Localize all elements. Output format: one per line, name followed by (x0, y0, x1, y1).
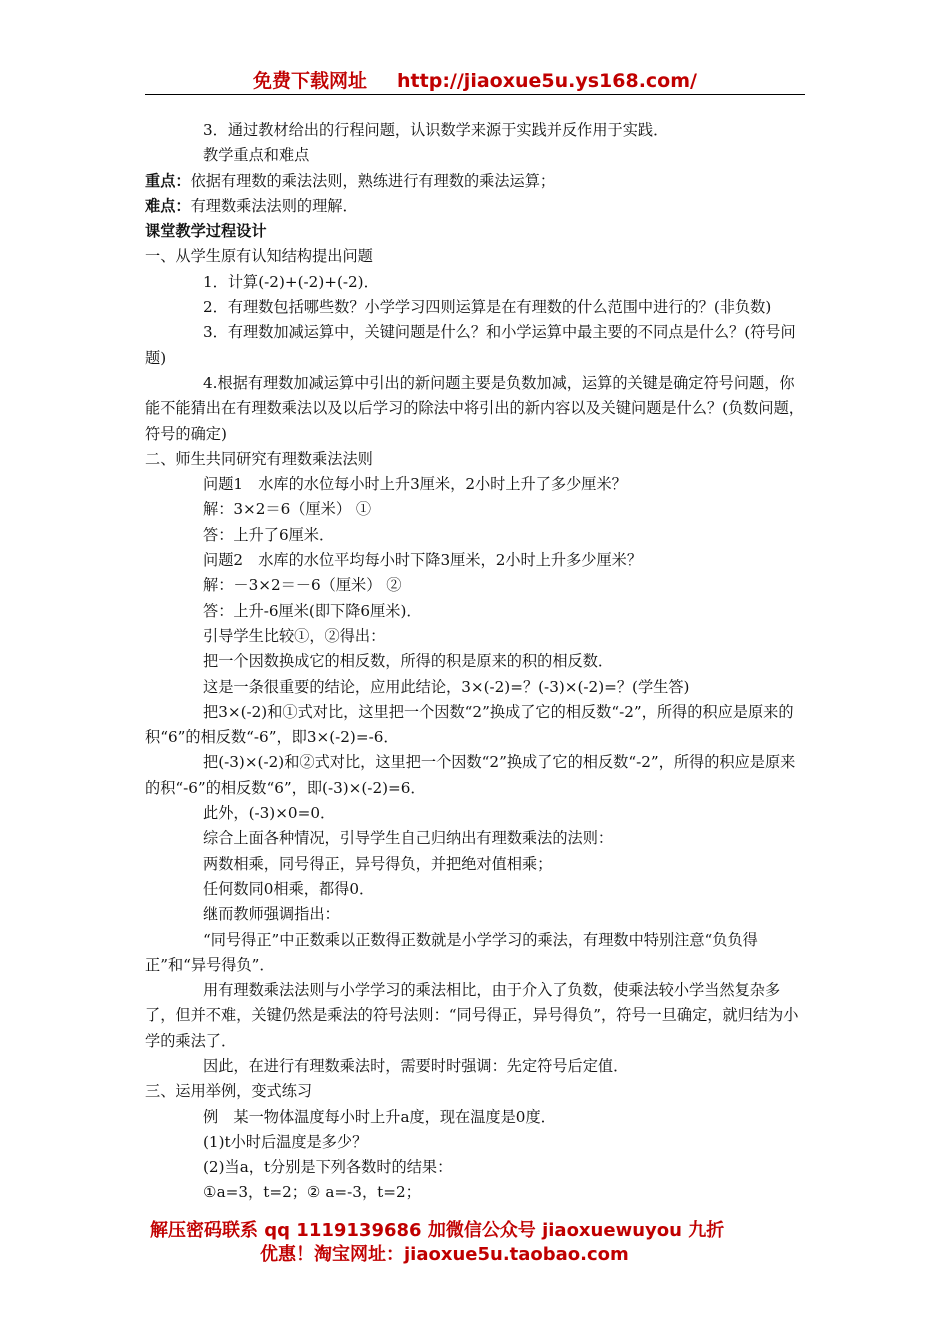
footer-line-2: 优惠！淘宝网址：jiaoxue5u.taobao.com (260, 1244, 629, 1265)
solution-2: 解：－3×2＝－6（厘米） ② (203, 576, 402, 595)
difficult-point (145, 194, 807, 219)
objective-3: 3．通过教材给出的行程问题，认识数学来源于实践并反作用于实践． (203, 121, 669, 139)
example-question-2: (2)当a，t分别是下列各数时的结果： (203, 1158, 453, 1177)
emphasis-1: “同号得正”中正数乘以正数得正数就是小学学习的乘法，有理数中特别注意“负负得正”和“异号得负”． (145, 930, 758, 974)
part-2-heading: 二、师生共同研究有理数乘法法则 (145, 449, 373, 468)
emphasis-2: 用有理数乘法法则与小学学习的乘法相比，由于介入了负数，使乘法较小学当然复杂多了，但并不难，关键仍然是乘法的符号法则：“同号得正，异号得负”，符号一旦确定，就归结为小学的乘法了． (145, 981, 799, 1050)
problem-1: 问题1 水库的水位每小时上升3厘米，2小时上升了多少厘米？ (203, 475, 627, 494)
conclusion-application: 这是一条很重要的结论，应用此结论，3×(-2)=？(-3)×(-2)=？(学生答) (203, 677, 690, 696)
compare-prompt: 引导学生比较①，②得出： (203, 626, 386, 645)
example-question-1: (1)t小时后温度是多少？ (203, 1132, 368, 1151)
zero-case: 此外，(-3)×0=0． (203, 804, 336, 823)
answer-1: 答：上升了6厘米． (203, 525, 335, 544)
problem-2: 问题2 水库的水位平均每小时下降3厘米，2小时上升多少厘米？ (203, 551, 643, 570)
teacher-emphasis: 继而教师强调指出： (203, 905, 340, 924)
part-1-heading: 一、从学生原有认知结构提出问题 (145, 247, 373, 266)
question-1: 1．计算(-2)+(-2)+(-2)． (203, 272, 379, 291)
example-cases: ①a=3，t=2；② a=-3，t=2； (203, 1183, 421, 1202)
question-2: 2．有理数包括哪些数？小学学习四则运算是在有理数的什么范围中进行的？(非负数) (203, 298, 772, 317)
comparison-1: 把3×(-2)和①式对比，这里把一个因数“2”换成了它的相反数“-2”，所得的积应是原来的积“6”的相反数“-6”，即3×(-2)=-6． (145, 702, 794, 747)
question-4: 4.根据有理数加减运算中引出的新问题主要是负数加减，运算的关键是确定符号问题，你能不能猜出在有理数乘法以及以后学习的除法中将引出的新内容以及关键问题是什么？(负数问题，符号的确定) (145, 373, 804, 443)
section-heading-process: 课堂教学过程设计 (145, 222, 267, 241)
emphasis-3: 因此，在进行有理数乘法时，需要时时强调：先定符号后定值． (203, 1056, 629, 1075)
difficult-point-label: 难点： (145, 196, 191, 215)
question-3: 3．有理数加减运算中，关键问题是什么？和小学运算中最主要的不同点是什么？(符号问题) (145, 323, 796, 367)
rule-zero: 任何数同0相乘，都得0． (203, 879, 375, 898)
conclusion: 把一个因数换成它的相反数，所得的积是原来的积的相反数． (203, 652, 614, 671)
key-point (145, 169, 807, 194)
rule-sign: 两数相乘，同号得正，异号得负，并把绝对值相乘； (203, 854, 553, 873)
part-3-heading: 三、运用举例，变式练习 (145, 1082, 313, 1101)
footer-line-1: 解压密码联系 qq 1119139686 加微信公众号 jiaoxuewuyou 九折 (150, 1220, 725, 1241)
page-header (145, 66, 805, 93)
answer-2: 答：上升-6厘米(即下降6厘米)． (203, 601, 422, 620)
header-url-link[interactable]: http://jiaoxue5u.ys168.com/ (397, 70, 697, 92)
example: 例 某一物体温度每小时上升a度，现在温度是0度． (203, 1107, 556, 1126)
summarize-prompt: 综合上面各种情况，引导学生自己归纳出有理数乘法的法则： (203, 829, 614, 848)
key-point-text: 依据有理数的乘法法则，熟练进行有理数的乘法运算； (190, 171, 556, 190)
difficult-point-text: 有理数乘法法则的理解． (190, 196, 358, 215)
key-point-label: 重点： (145, 171, 191, 190)
solution-1: 解：3×2＝6（厘米） ① (203, 500, 372, 519)
header-divider (145, 94, 805, 95)
section-heading-key-points: 教学重点和难点 (203, 146, 310, 165)
page-footer (145, 1219, 805, 1267)
document-body (145, 118, 807, 1206)
header-label: 免费下载网址 (253, 70, 368, 92)
comparison-2: 把(-3)×(-2)和②式对比，这里把一个因数“2”换成了它的相反数“-2”，所得的积应是原来的积“-6”的相反数“6”，即(-3)×(-2)=6． (145, 753, 796, 797)
